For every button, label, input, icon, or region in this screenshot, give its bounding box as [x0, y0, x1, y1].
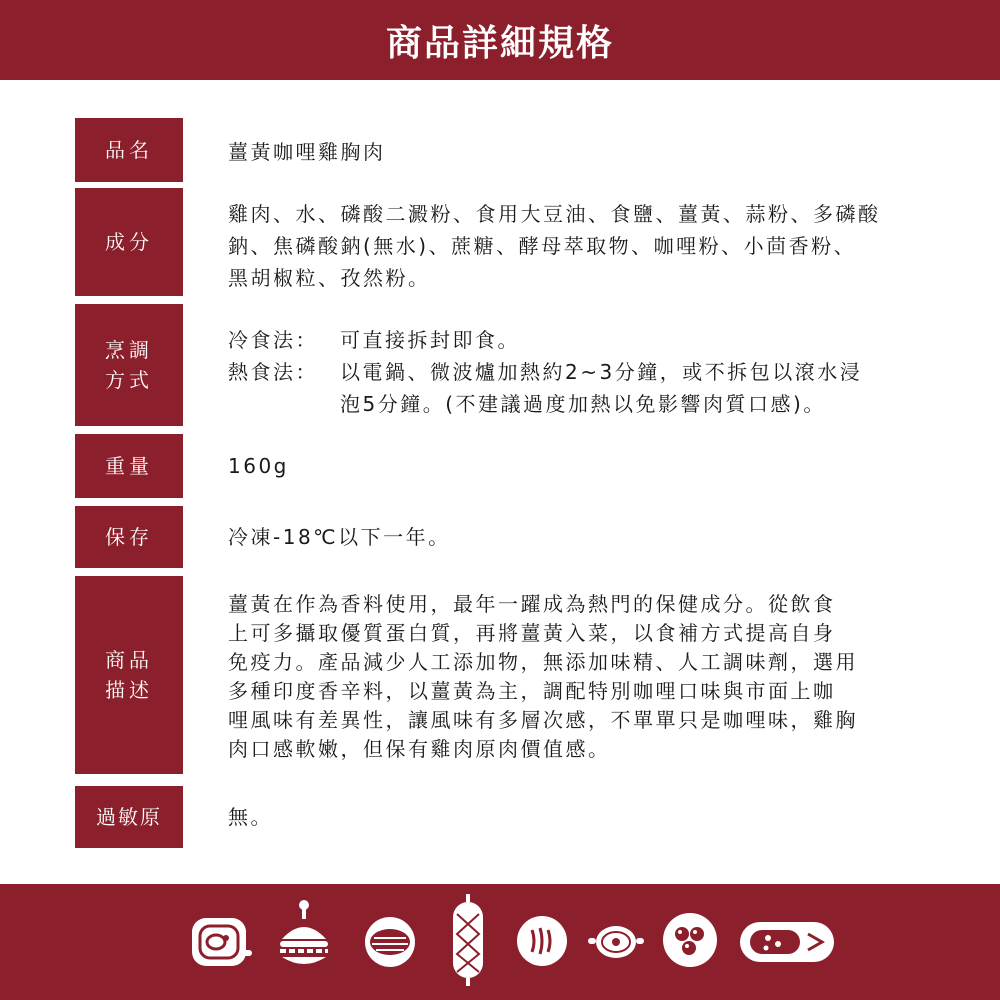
spec-label-cooking: [75, 304, 183, 426]
page-title: 商品詳細規格: [385, 22, 614, 64]
spec-label-weight-text: 重量: [105, 454, 153, 478]
description-line: 免疫力。產品減少人工添加物，無添加味精、人工調味劑，選用: [228, 650, 858, 674]
spec-label-description: [75, 576, 183, 774]
spec-value-storage-text: 冷凍-18℃以下一年。: [228, 525, 451, 549]
spec-value-weight: [228, 450, 948, 482]
ham-icon: [190, 914, 254, 970]
spec-label-cooking-line1: 烹調: [105, 338, 153, 362]
spec-label-description-line1: 商品: [105, 648, 153, 672]
ingredients-line: 鈉、焦磷酸鈉(無水)、蔗糖、酵母萃取物、咖哩粉、小茴香粉、: [228, 234, 857, 258]
spec-value-name: [228, 136, 948, 168]
spec-label-allergen: [75, 786, 183, 848]
description-line: 哩風味有差異性，讓風味有多層次感，不單單只是咖哩味，雞胸: [228, 708, 858, 732]
description-line: 上可多攝取優質蛋白質，再將薑黃入菜，以食補方式提高自身: [228, 621, 836, 645]
header-banner: [0, 0, 1000, 80]
spec-label-name-text: 品名: [105, 138, 153, 162]
spec-label-cooking-line2: 方式: [105, 368, 153, 392]
spec-label-allergen-text: 過敏原: [96, 805, 162, 829]
sausage-roll-icon: [738, 920, 838, 964]
cold-method-text: 可直接拆封即食。: [340, 328, 520, 352]
hot-method-line: 以電鍋、微波爐加熱約2~3分鐘，或不拆包以滾水浸: [340, 360, 863, 384]
spec-row-storage: [75, 506, 955, 568]
spec-value-cooking: [228, 324, 948, 420]
spec-row-cooking: [75, 304, 955, 426]
hot-method-key: 熱食法：: [228, 360, 318, 384]
spec-label-ingredients: [75, 188, 183, 296]
hot-method-text: [340, 356, 948, 420]
ingredients-line: 黑胡椒粒、孜然粉。: [228, 266, 431, 290]
frying-pan-icon: [588, 922, 644, 962]
spec-label-storage: [75, 506, 183, 568]
cold-method-key: 冷食法：: [228, 328, 318, 352]
spec-value-weight-text: 160g: [228, 454, 289, 478]
spec-value-storage: [228, 521, 948, 553]
spec-row-ingredients: [75, 188, 955, 296]
spec-value-allergen-text: 無。: [228, 805, 273, 829]
sausage-icon: [448, 894, 488, 986]
meat-patty-icon: [358, 916, 422, 968]
burger-icon: [276, 899, 332, 971]
meatballs-icon: [662, 912, 718, 968]
spec-label-ingredients-text: 成分: [105, 230, 153, 254]
description-line: 薑黃在作為香料使用，最年一躍成為熱門的保健成分。從飲食: [228, 592, 836, 616]
spec-row-name: [75, 118, 955, 182]
hot-method-line: 泡5分鐘。(不建議過度加熱以免影響肉質口感)。: [340, 392, 826, 416]
hot-method: [228, 356, 948, 420]
spec-row-weight: [75, 434, 955, 498]
spec-row-description: [75, 576, 955, 774]
footer-banner: [0, 884, 1000, 1000]
spec-value-allergen: [228, 801, 948, 833]
bacon-icon: [516, 914, 568, 968]
spec-value-description: [228, 590, 948, 764]
spec-label-storage-text: 保存: [105, 525, 153, 549]
description-line: 肉口感軟嫩，但保有雞肉原肉價值感。: [228, 737, 611, 761]
spec-label-description-line2: 描述: [105, 678, 153, 702]
description-line: 多種印度香辛料，以薑黃為主，調配特別咖哩口味與市面上咖: [228, 679, 836, 703]
ingredients-line: 雞肉、水、磷酸二澱粉、食用大豆油、食鹽、薑黃、蒜粉、多磷酸: [228, 202, 881, 226]
spec-label-weight: [75, 434, 183, 498]
spec-row-allergen: [75, 786, 955, 848]
spec-value-ingredients: [228, 198, 948, 294]
spec-value-name-text: 薑黃咖哩雞胸肉: [228, 140, 386, 164]
spec-label-name: [75, 118, 183, 182]
cold-method: [228, 324, 948, 356]
